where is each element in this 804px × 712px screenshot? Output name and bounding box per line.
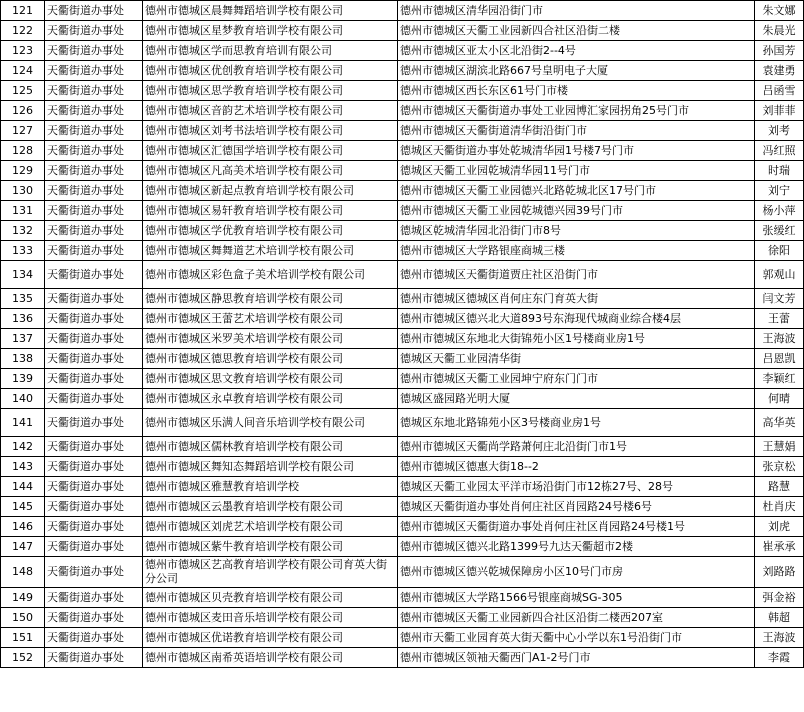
row-number: 128 xyxy=(1,141,45,161)
row-number: 126 xyxy=(1,101,45,121)
school-name-cell: 德州市德城区儒林教育培训学校有限公司 xyxy=(143,437,398,457)
office-cell: 天衢街道办事处 xyxy=(45,21,143,41)
office-cell: 天衢街道办事处 xyxy=(45,409,143,437)
table-row xyxy=(1,61,804,81)
address-cell: 德城区天衢工业园乾城清华园11号门市 xyxy=(398,161,755,181)
office-cell: 天衢街道办事处 xyxy=(45,628,143,648)
school-name-cell: 德州市德城区紫牛教育培训学校有限公司 xyxy=(143,537,398,557)
contact-person-cell: 郭观山 xyxy=(755,261,804,289)
contact-person-cell: 张缓红 xyxy=(755,221,804,241)
school-name-cell: 德州市德城区优创教育培训学校有限公司 xyxy=(143,61,398,81)
address-cell: 德州市德城区德兴北路1399号九达天衢超市2楼 xyxy=(398,537,755,557)
address-cell: 德城区盛园路光明大厦 xyxy=(398,389,755,409)
address-cell: 德城区乾城清华园北沿街门市8号 xyxy=(398,221,755,241)
contact-person-cell: 刘虎 xyxy=(755,517,804,537)
contact-person-cell: 刘宁 xyxy=(755,181,804,201)
school-name-cell: 德州市德城区米罗美术培训学校有限公司 xyxy=(143,329,398,349)
row-number: 149 xyxy=(1,588,45,608)
address-cell: 德州市德城区东地北大街锦苑小区1号楼商业房1号 xyxy=(398,329,755,349)
table-row xyxy=(1,409,804,437)
contact-person-cell: 闫文芳 xyxy=(755,289,804,309)
contact-person-cell: 王海波 xyxy=(755,628,804,648)
school-name-cell: 德州市德城区晨舞舞蹈培训学校有限公司 xyxy=(143,1,398,21)
table-row xyxy=(1,261,804,289)
address-cell: 德州市德城区天衢街道清华街沿街门市 xyxy=(398,121,755,141)
office-cell: 天衢街道办事处 xyxy=(45,557,143,588)
office-cell: 天衢街道办事处 xyxy=(45,201,143,221)
row-number: 127 xyxy=(1,121,45,141)
contact-person-cell: 路慧 xyxy=(755,477,804,497)
row-number: 123 xyxy=(1,41,45,61)
address-cell: 德州市德城区大学路银座商城三楼 xyxy=(398,241,755,261)
address-cell: 德州市德城区天衢工业园乾城德兴园39号门市 xyxy=(398,201,755,221)
office-cell: 天衢街道办事处 xyxy=(45,517,143,537)
office-cell: 天衢街道办事处 xyxy=(45,289,143,309)
contact-person-cell: 韩超 xyxy=(755,608,804,628)
table-row xyxy=(1,241,804,261)
school-name-cell: 德州市德城区优诺教育培训学校有限公司 xyxy=(143,628,398,648)
row-number: 134 xyxy=(1,261,45,289)
address-cell: 德城区天衢工业园清华街 xyxy=(398,349,755,369)
row-number: 121 xyxy=(1,1,45,21)
office-cell: 天衢街道办事处 xyxy=(45,537,143,557)
row-number: 152 xyxy=(1,648,45,668)
table-row xyxy=(1,349,804,369)
school-name-cell: 德州市德城区新起点教育培训学校有限公司 xyxy=(143,181,398,201)
row-number: 143 xyxy=(1,457,45,477)
table-row xyxy=(1,101,804,121)
row-number: 122 xyxy=(1,21,45,41)
address-cell: 德州市德城区天衢街道贾庄社区沿街门市 xyxy=(398,261,755,289)
table-row xyxy=(1,221,804,241)
contact-person-cell: 李颖红 xyxy=(755,369,804,389)
address-cell: 德州市德城区领袖天衢西门A1-2号门市 xyxy=(398,648,755,668)
address-cell: 德州市德城区德城区肖何庄东门育英大街 xyxy=(398,289,755,309)
address-cell: 德州市德城区大学路1566号银座商城SG-305 xyxy=(398,588,755,608)
address-cell: 德州市德城区天衢工业园坤宁府东门门市 xyxy=(398,369,755,389)
table-row xyxy=(1,81,804,101)
table-row xyxy=(1,588,804,608)
table-row xyxy=(1,557,804,588)
contact-person-cell: 朱文娜 xyxy=(755,1,804,21)
school-name-cell: 德州市德城区舞舞道艺术培训学校有限公司 xyxy=(143,241,398,261)
address-cell: 德州市德城区德兴乾城保障房小区10号门市房 xyxy=(398,557,755,588)
address-cell: 德州市德城区西长东区61号门市楼 xyxy=(398,81,755,101)
office-cell: 天衢街道办事处 xyxy=(45,389,143,409)
row-number: 140 xyxy=(1,389,45,409)
office-cell: 天衢街道办事处 xyxy=(45,41,143,61)
registry-table-body xyxy=(1,1,804,668)
school-name-cell: 德州市德城区音韵艺术培训学校有限公司 xyxy=(143,101,398,121)
row-number: 129 xyxy=(1,161,45,181)
row-number: 147 xyxy=(1,537,45,557)
row-number: 136 xyxy=(1,309,45,329)
contact-person-cell: 王慧娟 xyxy=(755,437,804,457)
table-row xyxy=(1,477,804,497)
row-number: 151 xyxy=(1,628,45,648)
school-name-cell: 德州市德城区南希英语培训学校有限公司 xyxy=(143,648,398,668)
school-name-cell: 德州市德城区星梦教育培训学校有限公司 xyxy=(143,21,398,41)
office-cell: 天衢街道办事处 xyxy=(45,81,143,101)
address-cell: 德州市德城区天衢工业园新四合社区沿街二楼 xyxy=(398,21,755,41)
address-cell: 德城区天衢街道办事处肖何庄社区肖园路24号楼6号 xyxy=(398,497,755,517)
row-number: 146 xyxy=(1,517,45,537)
contact-person-cell: 王海波 xyxy=(755,329,804,349)
school-name-cell: 德州市德城区雅慧教育培训学校 xyxy=(143,477,398,497)
address-cell: 德州市德城区德兴北大道893号东海现代城商业综合楼4层 xyxy=(398,309,755,329)
contact-person-cell: 刘路路 xyxy=(755,557,804,588)
table-row xyxy=(1,437,804,457)
address-cell: 德州市德城区天衢工业园新四合社区沿街二楼西207室 xyxy=(398,608,755,628)
table-row xyxy=(1,369,804,389)
office-cell: 天衢街道办事处 xyxy=(45,241,143,261)
row-number: 139 xyxy=(1,369,45,389)
school-name-cell: 德州市德城区德思教育培训学校有限公司 xyxy=(143,349,398,369)
table-row xyxy=(1,201,804,221)
row-number: 131 xyxy=(1,201,45,221)
school-name-cell: 德州市德城区思学教育培训学校有限公司 xyxy=(143,81,398,101)
school-name-cell: 德州市德城区刘考书法培训学校有限公司 xyxy=(143,121,398,141)
address-cell: 德州市德城区清华园沿街门市 xyxy=(398,1,755,21)
contact-person-cell: 刘考 xyxy=(755,121,804,141)
office-cell: 天衢街道办事处 xyxy=(45,349,143,369)
school-name-cell: 德州市德城区学优教育培训学校有限公司 xyxy=(143,221,398,241)
office-cell: 天衢街道办事处 xyxy=(45,648,143,668)
table-row xyxy=(1,289,804,309)
contact-person-cell: 时瑞 xyxy=(755,161,804,181)
table-row xyxy=(1,517,804,537)
contact-person-cell: 冯红照 xyxy=(755,141,804,161)
contact-person-cell: 张京松 xyxy=(755,457,804,477)
school-name-cell: 德州市德城区凡高美术培训学校有限公司 xyxy=(143,161,398,181)
address-cell: 德州市德城区天衢尚学路萧何庄北沿街门市1号 xyxy=(398,437,755,457)
school-name-cell: 德州市德城区舞知态舞蹈培训学校有限公司 xyxy=(143,457,398,477)
table-row xyxy=(1,537,804,557)
school-name-cell: 德州市德城区易轩教育培训学校有限公司 xyxy=(143,201,398,221)
school-name-cell: 德州市德城区永卓教育培训学校有限公司 xyxy=(143,389,398,409)
table-row xyxy=(1,497,804,517)
school-name-cell: 德州市德城区汇德国学培训学校有限公司 xyxy=(143,141,398,161)
office-cell: 天衢街道办事处 xyxy=(45,329,143,349)
table-row xyxy=(1,1,804,21)
address-cell: 德州市德城区天衢工业园德兴北路乾城北区17号门市 xyxy=(398,181,755,201)
contact-person-cell: 袁建勇 xyxy=(755,61,804,81)
table-row xyxy=(1,309,804,329)
school-name-cell: 德州市德城区王蕾艺术培训学校有限公司 xyxy=(143,309,398,329)
table-row xyxy=(1,457,804,477)
address-cell: 德州市德城区德惠大街18--2 xyxy=(398,457,755,477)
contact-person-cell: 王蕾 xyxy=(755,309,804,329)
contact-person-cell: 孙国芳 xyxy=(755,41,804,61)
row-number: 138 xyxy=(1,349,45,369)
office-cell: 天衢街道办事处 xyxy=(45,1,143,21)
contact-person-cell: 高华英 xyxy=(755,409,804,437)
address-cell: 德城区天衢工业园太平洋市场沿街门市12栋27号、28号 xyxy=(398,477,755,497)
address-cell: 德州市德城区亚太小区北沿街2--4号 xyxy=(398,41,755,61)
table-row xyxy=(1,389,804,409)
school-name-cell: 德州市德城区云墨教育培训学校有限公司 xyxy=(143,497,398,517)
school-name-cell: 德州市德城区静思教育培训学校有限公司 xyxy=(143,289,398,309)
table-row xyxy=(1,21,804,41)
contact-person-cell: 杜肖庆 xyxy=(755,497,804,517)
row-number: 132 xyxy=(1,221,45,241)
table-row xyxy=(1,329,804,349)
office-cell: 天衢街道办事处 xyxy=(45,121,143,141)
contact-person-cell: 刘菲菲 xyxy=(755,101,804,121)
school-name-cell: 德州市德城区艺高教育培训学校有限公司育英大街分公司 xyxy=(143,557,398,588)
row-number: 133 xyxy=(1,241,45,261)
address-cell: 德城区天衢街道办事处乾城清华园1号楼7号门市 xyxy=(398,141,755,161)
row-number: 135 xyxy=(1,289,45,309)
school-name-cell: 德州市德城区麦田音乐培训学校有限公司 xyxy=(143,608,398,628)
office-cell: 天衢街道办事处 xyxy=(45,497,143,517)
row-number: 148 xyxy=(1,557,45,588)
contact-person-cell: 吕恩凯 xyxy=(755,349,804,369)
row-number: 125 xyxy=(1,81,45,101)
contact-person-cell: 吕函雪 xyxy=(755,81,804,101)
office-cell: 天衢街道办事处 xyxy=(45,309,143,329)
row-number: 141 xyxy=(1,409,45,437)
office-cell: 天衢街道办事处 xyxy=(45,221,143,241)
address-cell: 德州市德城区天衢街道办事处工业园博汇家园拐角25号门市 xyxy=(398,101,755,121)
contact-person-cell: 崔承承 xyxy=(755,537,804,557)
office-cell: 天衢街道办事处 xyxy=(45,477,143,497)
office-cell: 天衢街道办事处 xyxy=(45,101,143,121)
table-row xyxy=(1,41,804,61)
address-cell: 德州市德城区天衢街道办事处肖何庄社区肖园路24号楼1号 xyxy=(398,517,755,537)
table-row xyxy=(1,121,804,141)
contact-person-cell: 杨小萍 xyxy=(755,201,804,221)
office-cell: 天衢街道办事处 xyxy=(45,261,143,289)
row-number: 150 xyxy=(1,608,45,628)
contact-person-cell: 徐阳 xyxy=(755,241,804,261)
address-cell: 德州市天衢工业园育英大街天衢中心小学以东1号沿街门市 xyxy=(398,628,755,648)
office-cell: 天衢街道办事处 xyxy=(45,181,143,201)
school-name-cell: 德州市德城区乐满人间音乐培训学校有限公司 xyxy=(143,409,398,437)
school-name-cell: 德州市德城区彩色盒子美术培训学校有限公司 xyxy=(143,261,398,289)
office-cell: 天衢街道办事处 xyxy=(45,61,143,81)
office-cell: 天衢街道办事处 xyxy=(45,369,143,389)
table-row xyxy=(1,141,804,161)
office-cell: 天衢街道办事处 xyxy=(45,141,143,161)
contact-person-cell: 弭金裕 xyxy=(755,588,804,608)
contact-person-cell: 何晴 xyxy=(755,389,804,409)
school-name-cell: 德州市德城区贝壳教育培训学校有限公司 xyxy=(143,588,398,608)
school-name-cell: 德州市德城区思文教育培训学校有限公司 xyxy=(143,369,398,389)
row-number: 130 xyxy=(1,181,45,201)
row-number: 124 xyxy=(1,61,45,81)
contact-person-cell: 李霞 xyxy=(755,648,804,668)
school-name-cell: 德州市德城区刘虎艺术培训学校有限公司 xyxy=(143,517,398,537)
office-cell: 天衢街道办事处 xyxy=(45,608,143,628)
address-cell: 德城区东地北路锦苑小区3号楼商业房1号 xyxy=(398,409,755,437)
table-row xyxy=(1,161,804,181)
row-number: 137 xyxy=(1,329,45,349)
table-row xyxy=(1,181,804,201)
office-cell: 天衢街道办事处 xyxy=(45,588,143,608)
school-name-cell: 德州市德城区学而思教育培训有限公司 xyxy=(143,41,398,61)
table-row xyxy=(1,648,804,668)
row-number: 144 xyxy=(1,477,45,497)
table-row xyxy=(1,608,804,628)
contact-person-cell: 朱晨光 xyxy=(755,21,804,41)
office-cell: 天衢街道办事处 xyxy=(45,437,143,457)
office-cell: 天衢街道办事处 xyxy=(45,161,143,181)
row-number: 145 xyxy=(1,497,45,517)
row-number: 142 xyxy=(1,437,45,457)
address-cell: 德州市德城区湖滨北路667号皇明电子大厦 xyxy=(398,61,755,81)
office-cell: 天衢街道办事处 xyxy=(45,457,143,477)
table-row xyxy=(1,628,804,648)
